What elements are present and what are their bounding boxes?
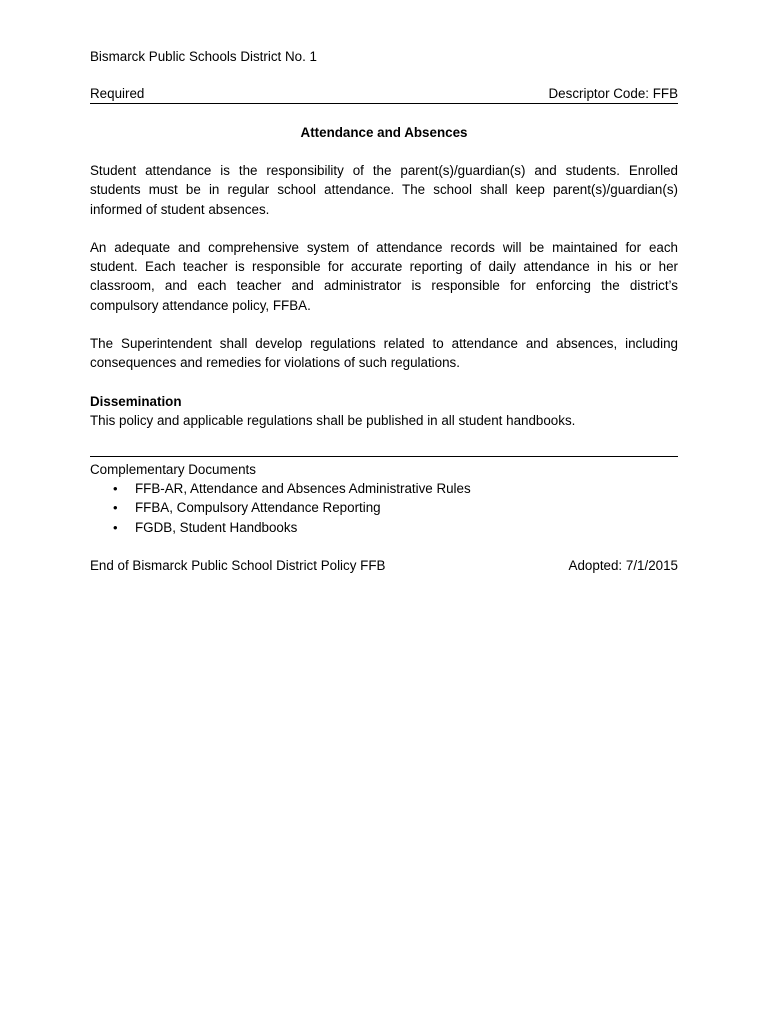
end-of-policy-text: End of Bismarck Public School District Policy FFB [90,558,386,574]
document-reference: FFBA, Compulsory Attendance Reporting [135,500,381,516]
list-item [90,498,678,518]
paragraph-records: An adequate and comprehensive system of attendance records will be maintained for each student. Each teacher is responsible for accurate reporting of daily attendance in his or her classroom, and each teacher and administrator is responsible for enforcing the district’s compulsory attendance policy, FFBA. [90,239,678,313]
policy-status: Required [90,86,145,101]
section-divider [90,456,678,457]
bullet-icon: • [113,480,118,496]
policy-title: Attendance and Absences [300,125,468,140]
dissemination-text: This policy and applicable regulations shall be published in all student handbooks. [90,412,576,428]
paragraph-responsibility: Student attendance is the responsibility of the parent(s)/guardian(s) and students. Enrolled students must be in regular school attendance. The school shall keep parent(s)/guardian(s) informed of student absences. [90,163,678,217]
paragraph-regulations: The Superintendent shall develop regulations related to attendance and absences, including consequences and remedies for violations of such regulations. [90,336,678,371]
document-content [90,47,678,575]
document-reference: FGDB, Student Handbooks [135,519,298,535]
district-name: Bismarck Public Schools District No. 1 [90,49,317,64]
list-item [90,479,678,499]
policy-header [90,84,678,104]
dissemination-heading: Dissemination [90,393,182,409]
descriptor-code: Descriptor Code: FFB [548,86,678,101]
complementary-documents-list [90,479,678,538]
bullet-icon: • [113,500,118,516]
complementary-documents-heading: Complementary Documents [90,461,256,477]
list-item [90,518,678,538]
document-reference: FFB-AR, Attendance and Absences Administrative Rules [135,480,471,496]
bullet-icon: • [113,519,118,535]
adopted-date: Adopted: 7/1/2015 [568,558,678,574]
policy-footer [90,556,678,575]
